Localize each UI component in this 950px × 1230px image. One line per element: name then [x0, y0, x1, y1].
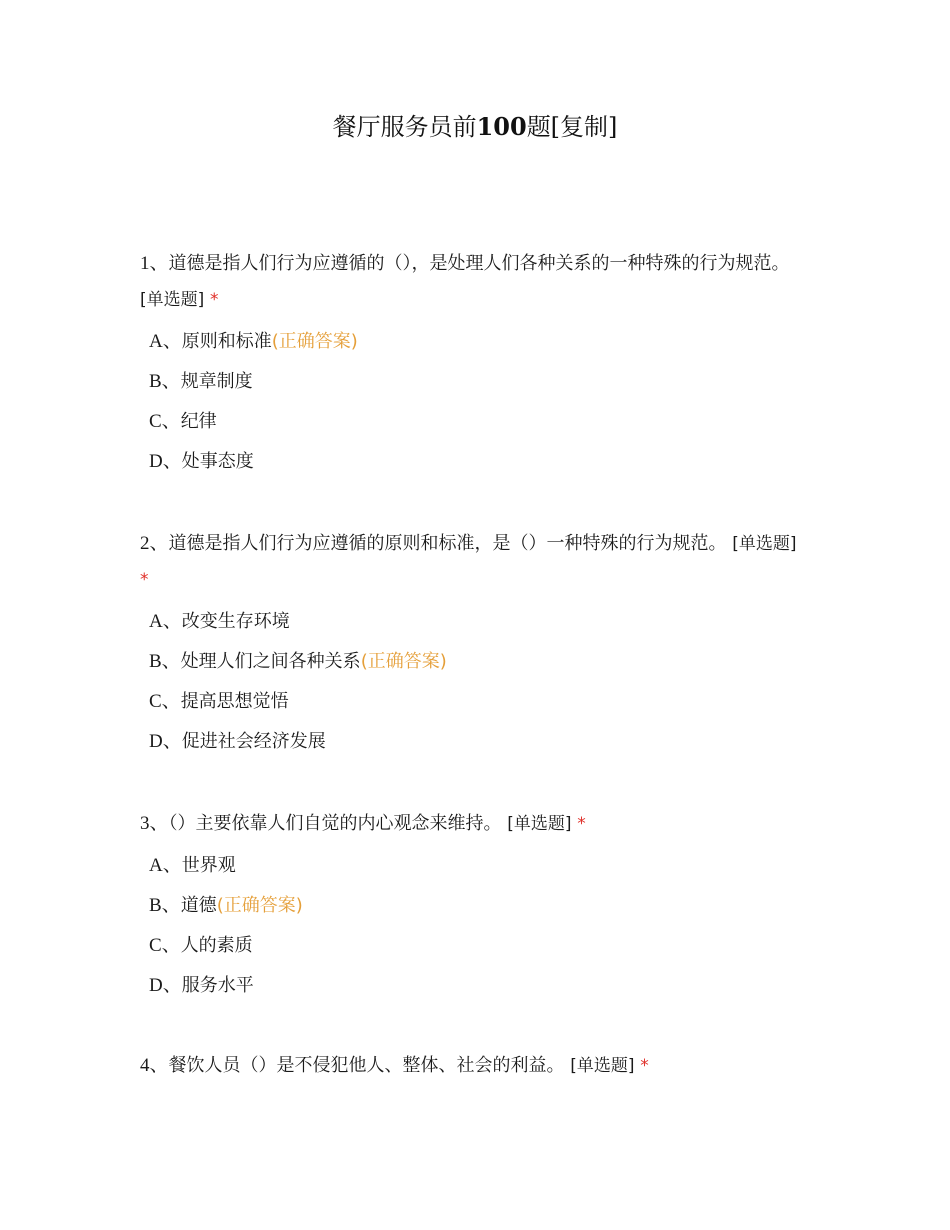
option-list — [140, 602, 800, 762]
option-c — [140, 926, 800, 966]
option-a — [140, 602, 800, 642]
option-text: 处事态度 — [181, 451, 254, 472]
question-2 — [140, 526, 800, 762]
required-marker: * — [577, 814, 586, 834]
option-letter: C、 — [149, 935, 181, 956]
option-c — [140, 682, 800, 722]
option-text: 人的素质 — [180, 935, 253, 956]
title-prefix: 餐厅服务员前 — [332, 113, 477, 141]
question-number: 4、 — [140, 1055, 169, 1076]
option-letter: A、 — [149, 331, 182, 352]
option-a — [140, 322, 800, 362]
option-letter: D、 — [149, 975, 182, 996]
option-letter: C、 — [149, 411, 181, 432]
question-number: 1、 — [140, 253, 169, 274]
option-text: 规章制度 — [180, 371, 253, 392]
correct-answer-mark: (正确答案) — [360, 651, 447, 672]
option-d — [140, 722, 800, 762]
option-letter: C、 — [149, 691, 181, 712]
option-letter: D、 — [149, 731, 182, 752]
question-type: [单选题] — [570, 1056, 635, 1076]
option-letter: D、 — [149, 451, 182, 472]
question-type: [单选题] — [507, 814, 572, 834]
option-letter: B、 — [149, 895, 181, 916]
option-list — [140, 322, 800, 482]
option-text: 原则和标准 — [181, 331, 272, 352]
option-letter: A、 — [149, 611, 182, 632]
question-stem: （）主要依靠人们自觉的内心观念来维持。 — [168, 813, 502, 834]
required-marker: * — [210, 290, 219, 310]
question-stem: 道德是指人们行为应遵循的（），是处理人们各种关系的一种特殊的行为规范。 — [168, 253, 790, 274]
question-number: 3、 — [140, 813, 169, 834]
title-number: 100 — [476, 112, 527, 141]
question-text — [140, 246, 800, 318]
option-b — [140, 642, 800, 682]
question-text — [140, 806, 800, 842]
question-stem: 道德是指人们行为应遵循的原则和标准，是（）一种特殊的行为规范。 — [168, 533, 727, 554]
option-text: 促进社会经济发展 — [181, 731, 326, 752]
option-b — [140, 362, 800, 402]
option-b — [140, 886, 800, 926]
option-text: 道德 — [180, 895, 217, 916]
question-text — [140, 526, 800, 598]
option-text: 提高思想觉悟 — [180, 691, 289, 712]
option-letter: A、 — [149, 855, 182, 876]
question-4 — [140, 1048, 800, 1084]
question-1 — [140, 246, 800, 482]
option-text: 处理人们之间各种关系 — [180, 651, 361, 672]
option-letter: B、 — [149, 371, 181, 392]
option-text: 世界观 — [181, 855, 236, 876]
option-text: 纪律 — [180, 411, 217, 432]
option-d — [140, 966, 800, 1006]
question-text — [140, 1048, 800, 1084]
correct-answer-mark: (正确答案) — [216, 895, 303, 916]
option-text: 改变生存环境 — [181, 611, 290, 632]
correct-answer-mark: (正确答案) — [271, 331, 358, 352]
option-text: 服务水平 — [181, 975, 254, 996]
question-3 — [140, 806, 800, 1006]
option-a — [140, 846, 800, 886]
question-type: [单选题] — [140, 290, 205, 310]
option-d — [140, 442, 800, 482]
option-letter: B、 — [149, 651, 181, 672]
title-suffix: 题[复制] — [526, 113, 618, 141]
page-title — [0, 112, 950, 142]
required-marker: * — [640, 1056, 649, 1076]
option-list — [140, 846, 800, 1006]
question-type: [单选题] — [732, 534, 797, 554]
question-stem: 餐饮人员（）是不侵犯他人、整体、社会的利益。 — [168, 1055, 565, 1076]
option-c — [140, 402, 800, 442]
question-number: 2、 — [140, 533, 169, 554]
required-marker: * — [140, 570, 149, 590]
